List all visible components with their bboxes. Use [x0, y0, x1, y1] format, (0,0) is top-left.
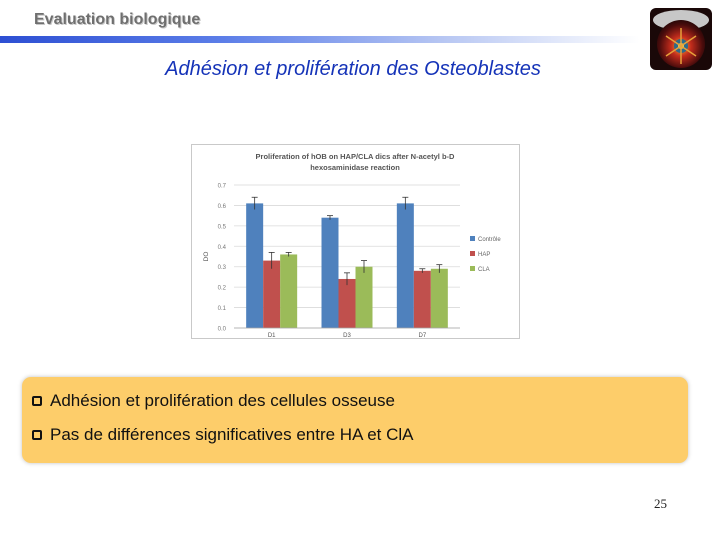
legend-swatch — [470, 266, 475, 271]
note-bullet-2 — [32, 425, 413, 445]
y-tick-label: 0.6 — [217, 203, 226, 210]
chart-title-line: hexosaminidase reaction — [310, 163, 400, 172]
legend-label: HAP — [478, 252, 491, 258]
x-tick-label: D1 — [267, 333, 276, 338]
y-axis-label: DO — [203, 251, 210, 262]
slide-title: Adhésion et prolifération des Osteoblastes — [165, 58, 541, 80]
y-tick-label: 0.5 — [217, 224, 226, 231]
x-tick-label: D3 — [343, 333, 351, 338]
header-bar — [0, 36, 640, 43]
note-text-1: Adhésion et prolifération des cellules osseuse — [50, 391, 395, 410]
legend-swatch — [470, 236, 475, 241]
y-tick-label: 0.3 — [217, 265, 226, 272]
checkbox-bullet-icon — [32, 396, 42, 406]
legend-label: CLA — [478, 267, 490, 273]
bar-contrôle — [397, 203, 414, 328]
slide-number: 25 — [654, 496, 667, 511]
note-text-2: Pas de différences significatives entre HA et ClA — [50, 425, 414, 444]
bar-contrôle — [246, 203, 263, 328]
header-title: Evaluation biologique — [34, 11, 201, 28]
bar-cla — [356, 267, 373, 328]
checkbox-bullet-icon — [32, 430, 42, 440]
chart-frame — [191, 144, 520, 339]
legend-swatch — [470, 251, 475, 256]
y-tick-label: 0.4 — [217, 244, 226, 251]
bar-hap — [414, 271, 431, 328]
note-box — [22, 377, 688, 463]
bar-cla — [431, 269, 448, 328]
y-tick-label: 0.2 — [217, 285, 226, 292]
note-bullet-1 — [32, 391, 395, 411]
chart-title-line: Proliferation of hOB on HAP/CLA dics after N-acetyl b-D — [255, 152, 455, 161]
y-tick-label: 0.0 — [217, 326, 226, 333]
x-tick-label: D7 — [418, 333, 427, 338]
bar-cla — [280, 254, 297, 328]
proliferation-chart — [192, 145, 519, 338]
legend-label: Contrôle — [478, 237, 501, 243]
bar-contrôle — [322, 218, 339, 328]
y-tick-label: 0.7 — [217, 183, 226, 190]
y-tick-label: 0.1 — [217, 306, 226, 313]
bar-hap — [339, 279, 356, 328]
bar-hap — [263, 261, 280, 328]
